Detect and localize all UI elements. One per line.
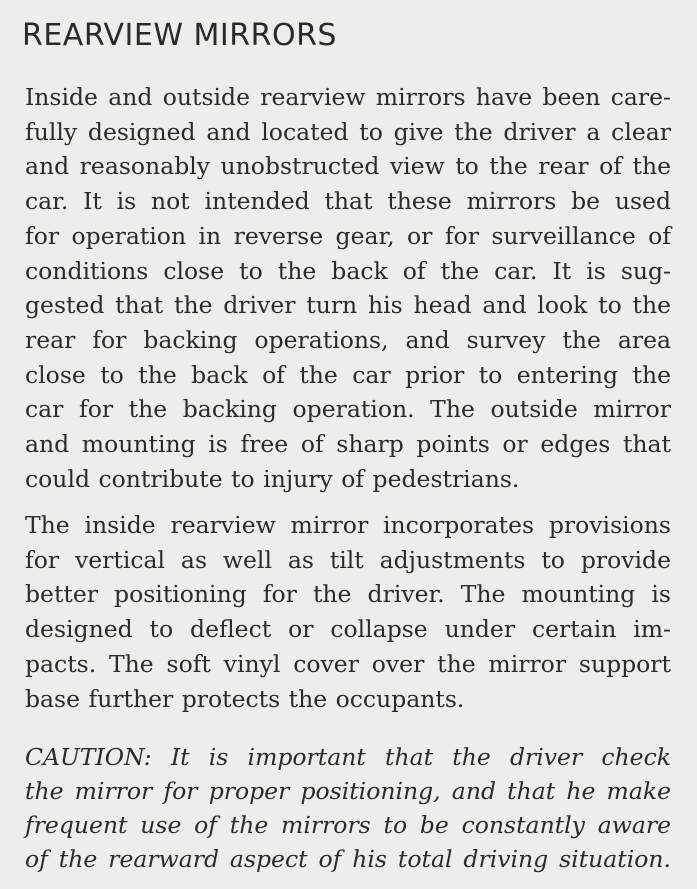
text-line: pacts. The soft vinyl cover over the mirror support — [25, 649, 671, 678]
text-line: The inside rearview mirror incorporates provisions — [25, 511, 671, 539]
text-line: for operation in reverse gear, or for surveillance of — [25, 221, 671, 250]
text-line: Inside and outside rearview mirrors have been care- — [25, 83, 671, 111]
page-title: REARVIEW MIRRORS — [22, 18, 337, 53]
text-line: car. It is not intended that these mirrors be used — [25, 187, 671, 216]
text-line: car for the backing operation. The outside mirror — [25, 395, 671, 424]
text-line: of the rearward aspect of his total driving situation. — [25, 845, 671, 873]
text-line: the mirror for proper positioning, and that he make — [25, 777, 671, 805]
text-line: better positioning for the driver. The mounting is — [25, 580, 671, 609]
text-line: designed to deflect or collapse under certain im- — [25, 615, 671, 644]
text-line: CAUTION: It is important that the driver check — [25, 743, 671, 771]
text-line: close to the back of the car prior to entering the — [25, 360, 671, 389]
paragraph-mirrors-design — [25, 80, 671, 496]
paragraph-inside-mirror — [25, 508, 671, 716]
text-line: base further protects the occupants. — [25, 684, 465, 713]
text-line: for vertical as well as tilt adjustments to provide — [25, 545, 671, 574]
text-line: and reasonably unobstructed view to the rear of the — [25, 152, 671, 181]
text-line: fully designed and located to give the driver a clear — [25, 117, 671, 146]
text-line: conditions close to the back of the car. It is sug- — [25, 256, 671, 285]
text-line: and mounting is free of sharp points or edges that — [25, 430, 671, 459]
text-line: could contribute to injury of pedestrians. — [25, 464, 520, 493]
text-line: gested that the driver turn his head and look to the — [25, 291, 671, 320]
paragraph-caution — [25, 740, 671, 876]
text-line: frequent use of the mirrors to be constantly aware — [25, 811, 671, 839]
text-line: rear for backing operations, and survey the area — [25, 325, 671, 354]
